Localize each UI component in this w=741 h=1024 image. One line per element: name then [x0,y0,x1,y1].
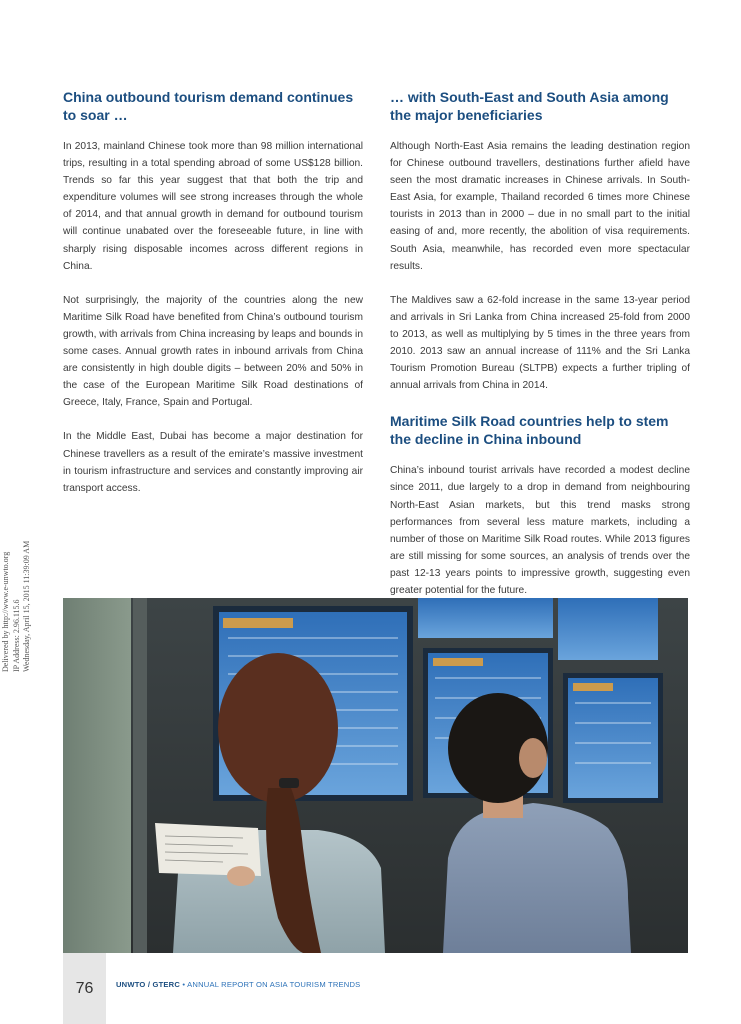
paragraph: China’s inbound tourist arrivals have recorded a modest decline since 2011, due largely to a drop in demand from neighbouring North-East Asian markets, but this trend masks strong performances from several less mature markets, including a number of those on Maritime Silk Road routes. While 2013 figures are still missing for some sources, an analysis of trends over the past 12-13 years points to impressive growth, suggesting even greater potential for the future. [390,465,690,596]
paragraph: Not surprisingly, the majority of the countries along the new Maritime Silk Road have benefited from China’s outbound tourism growth, with arrivals from China increasing by leaps and bounds in some cases. Annual growth rates in inbound arrivals from China are consistently in high double digits – between 20% and 50% in the case of the European Maritime Silk Road destinations of Greece, Italy, France, Spain and Portugal. [63,294,363,409]
photo-illustration [63,598,688,953]
paragraph: In 2013, mainland Chinese took more than 98 million international trips, resulting in a total spending abroad of some US$128 billion. Trends so far this year suggest that that both the trip and expenditure volumes will see strong increases through the whole of 2014, and that annual growth in demand for outbound tourism will continue unabated over the foreseeable future, in line with sharply rising disposable incomes across different regions in China. [63,141,363,272]
running-footer [116,980,360,989]
footer-org: UNWTO / GTERC [116,980,181,989]
photo-travellers-departure-board [63,598,688,953]
delivery-watermark [1,512,33,672]
right-column [390,88,690,616]
footer-report-title: ANNUAL REPORT ON ASIA TOURISM TRENDS [187,980,361,989]
paragraph: Although North-East Asia remains the leading destination region for Chinese outbound travellers, destinations further afield have seen the most dramatic increases in Chinese arrivals. In South-East Asia, for example, Thailand recorded 6 times more Chinese tourists in 2013 than in 2000 – due in no small part to the initial easing of and, more recently, the abolition of visa requirements. South Asia, meanwhile, has recorded even more spectacular results. [390,141,690,272]
page-number: 76 [75,980,94,997]
heading-outbound-demand: China outbound tourism demand continues to soar … [63,89,354,123]
watermark-line: IP Address: 2.96.115.6 [11,599,21,672]
heading-maritime-silk-road: Maritime Silk Road countries help to stem the decline in China inbound [390,413,669,448]
paragraph: In the Middle East, Dubai has become a major destination for Chinese travellers as a result of the emirate’s massive investment in tourism infrastructure and services and constantly improving air transport access. [63,431,363,494]
heading-south-east-asia: … with South-East and South Asia among the major beneficiaries [390,89,669,123]
left-column [63,88,363,514]
watermark-line: Wednesday, April 15, 2015 11:39:09 AM [22,540,31,672]
footer-bullet: • [180,980,188,989]
paragraph: The Maldives saw a 62-fold increase in the same 13-year period and arrivals in Sri Lanka from China increased 25-fold from 2000 to 2013, as well as multiplying by 5 times in the three years from 2010. 2013 saw an annual increase of 111% and the Sri Lanka Tourism Promotion Bureau (SLTPB) expects a further tripling of annual arrivals from China in 2014. [390,294,690,392]
watermark-line: Delivered by http://www.e-unwto.org [1,551,10,672]
